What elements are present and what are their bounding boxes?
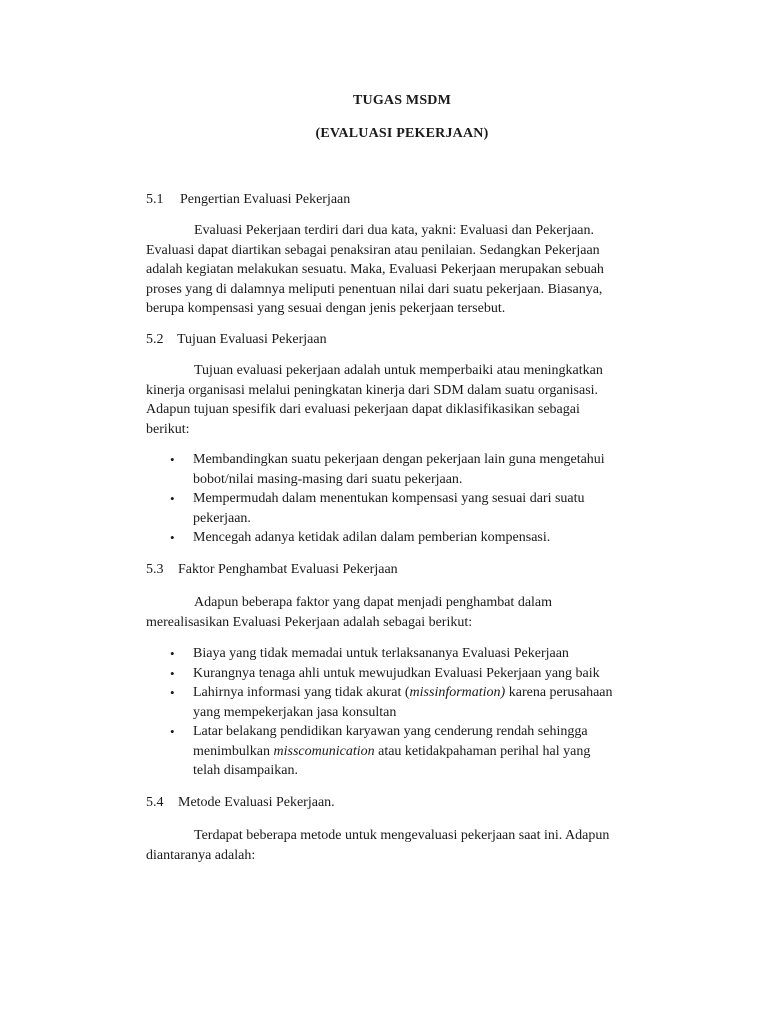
bullet-icon: •	[170, 685, 175, 700]
bullet-icon: •	[170, 452, 175, 467]
section-title: Faktor Penghambat Evaluasi Pekerjaan	[178, 562, 398, 577]
bullet-icon: •	[170, 491, 175, 506]
section-number: 5.2	[146, 332, 164, 347]
paragraph-line: Tujuan evaluasi pekerjaan adalah untuk memperbaiki atau meningkatkan	[194, 363, 603, 378]
paragraph-line: Adapun beberapa faktor yang dapat menjadi penghambat dalam	[194, 595, 553, 610]
list-item-line: Kurangnya tenaga ahli untuk mewujudkan Evaluasi Pekerjaan yang baik	[193, 665, 600, 681]
list-item-line: pekerjaan.	[193, 510, 251, 526]
section-number: 5.1	[146, 192, 164, 207]
paragraph-line: berupa kompensasi yang sesuai dengan jenis pekerjaan tersebut.	[146, 301, 506, 316]
list-item-line: Mempermudah dalam menentukan kompensasi yang sesuai dari suatu	[193, 491, 585, 506]
list-item-line: Latar belakang pendidikan karyawan yang cenderung rendah sehingga	[193, 724, 588, 739]
list-item-line: bobot/nilai masing-masing dari suatu pekerjaan.	[193, 471, 463, 487]
text-run: atau ketidakpahaman perihal hal yang	[374, 743, 591, 759]
list-item-line: Biaya yang tidak memadai untuk terlaksananya Evaluasi Pekerjaan	[193, 646, 569, 661]
paragraph-5-2	[146, 361, 656, 439]
document-subtitle: (EVALUASI PEKERJAAN)	[315, 126, 489, 141]
section-heading-5-3	[146, 562, 398, 578]
text-run: karena perusahaan	[505, 685, 613, 700]
paragraph-line: berikut:	[146, 421, 190, 437]
text-run: menimbulkan	[193, 743, 274, 759]
paragraph-5-1	[146, 221, 656, 319]
section-number: 5.3	[146, 562, 164, 577]
paragraph-line: Evaluasi dapat diartikan sebagai penaksiran atau penilaian. Sedangkan Pekerjaan	[146, 242, 600, 258]
list-item-line: Mencegah adanya ketidak adilan dalam pemberian kompensasi.	[193, 530, 551, 545]
paragraph-line: diantaranya adalah:	[146, 847, 256, 863]
paragraph-line: kinerja organisasi melalui peningkatan kinerja dari SDM dalam suatu organisasi.	[146, 382, 599, 398]
paragraph-5-3	[146, 593, 656, 632]
list-item	[146, 664, 706, 684]
bullet-icon: •	[170, 530, 175, 545]
section-title: Pengertian Evaluasi Pekerjaan	[180, 192, 351, 207]
list-item	[146, 450, 706, 489]
italic-term: misscomunication	[273, 743, 375, 759]
section-heading-5-2	[146, 332, 327, 348]
list-item	[146, 683, 706, 722]
document-title: TUGAS MSDM	[352, 93, 452, 108]
bullet-list-5-2	[146, 450, 706, 548]
section-title: Tujuan Evaluasi Pekerjaan	[177, 332, 327, 347]
section-number: 5.4	[146, 795, 164, 810]
list-item	[146, 528, 706, 548]
section-heading-5-4	[146, 795, 335, 811]
list-item-line	[193, 742, 706, 762]
list-item-line	[193, 683, 706, 703]
list-item-line: yang mempekerjakan jasa konsultan	[193, 704, 397, 720]
bullet-list-5-3	[146, 644, 706, 781]
bullet-icon: •	[170, 665, 175, 681]
paragraph-line: Adapun tujuan spesifik dari evaluasi pekerjaan dapat diklasifikasikan sebagai	[146, 402, 580, 417]
list-item	[146, 489, 706, 528]
paragraph-line: Terdapat beberapa metode untuk mengevaluasi pekerjaan saat ini. Adapun	[194, 828, 610, 843]
paragraph-5-4	[146, 826, 656, 865]
paragraph-line: Evaluasi Pekerjaan terdiri dari dua kata, yakni: Evaluasi dan Pekerjaan.	[194, 223, 595, 238]
paragraph-line: merealisasikan Evaluasi Pekerjaan adalah sebagai berikut:	[146, 614, 473, 630]
paragraph-line: adalah kegiatan melakukan sesuatu. Maka, Evaluasi Pekerjaan merupakan sebuah	[146, 262, 604, 277]
section-title: Metode Evaluasi Pekerjaan.	[178, 795, 335, 810]
text-run: Lahirnya informasi yang tidak akurat (	[193, 685, 410, 700]
bullet-icon: •	[170, 724, 175, 739]
list-item-line: Membandingkan suatu pekerjaan dengan pekerjaan lain guna mengetahui	[193, 452, 605, 467]
section-heading-5-1	[146, 192, 350, 208]
list-item	[146, 644, 706, 664]
list-item	[146, 722, 706, 781]
bullet-icon: •	[170, 646, 175, 661]
paragraph-line: proses yang di dalamnya meliputi penentuan nilai dari suatu pekerjaan. Biasanya,	[146, 281, 603, 297]
list-item-line: telah disampaikan.	[193, 763, 298, 778]
italic-term: missinformation)	[409, 685, 506, 700]
